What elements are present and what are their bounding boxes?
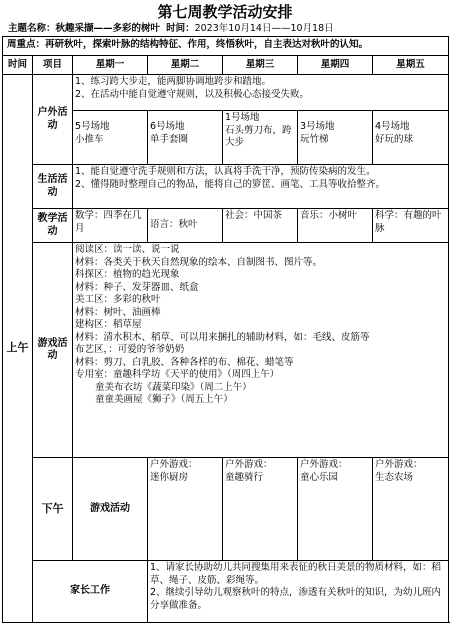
teaching-fri: 科学：有趣的叶脉: [373, 209, 449, 243]
afternoon-mon: 户外游戏： 迷你厨房: [148, 458, 223, 561]
games-line-12: 童美布衣坊《蔬菜印染》（周二上午）: [95, 381, 252, 393]
life-line-1: 1、能自觉遵守洗手规则和方法，认真将手洗干净，预防传染病的发生。: [75, 166, 376, 177]
outdoor-wed: 1号场地 石头剪刀布，跨大步: [223, 111, 298, 165]
header-thu: 星期四: [298, 56, 373, 75]
parents-label: 家长工作: [33, 561, 148, 623]
parents-line-2: 2、继续引导幼儿观察秋叶的特点，渗透有关秋叶的知识，为幼儿班内分享做准备。: [150, 587, 442, 611]
header-mon: 星期一: [73, 56, 148, 75]
schedule-table: [2, 36, 449, 623]
afternoon-games-label: 游戏活动: [73, 458, 148, 561]
theme-line: [0, 22, 450, 36]
outdoor-mon: 5号场地 小推车: [73, 111, 148, 165]
page-title: 第七周教学活动安排: [157, 3, 293, 21]
games-line-2: 材料：各类关于秋天自然现象的绘本、自制图书、图片等。: [75, 256, 323, 268]
games-line-1: 阅读区：读一读、说一说: [75, 244, 180, 255]
teaching-thu: 音乐：小树叶: [298, 209, 373, 243]
games-line-4: 材料：种子、发芽器皿、纸盒: [75, 281, 199, 293]
teaching-wed: 社会：中国茶: [223, 209, 298, 243]
parents-line-1: 1、请家长协助幼儿共同搜集用来表征的秋日美景的物质材料，如：稻草、绳子、皮筋、彩绳等。: [150, 562, 442, 586]
week-focus: 周重点：再研秋叶，探索叶脉的结构特征、作用，终悟秋叶，自主表达对秋叶的认知。: [3, 37, 449, 56]
outdoor-goal-1: 1、练习跨大步走，能两脚协调地跨步和踏地。: [75, 76, 272, 87]
teaching-tue: 语言：秋叶: [148, 209, 223, 243]
games-label: 游戏活动: [33, 243, 73, 458]
teaching-mon: 数学：四季在几月: [73, 209, 148, 243]
header-time: 时间: [3, 56, 33, 75]
afternoon-tue: 户外游戏： 童趣骑行: [223, 458, 298, 561]
games-line-10: 材料：剪刀、白乳胶、各种各样的布、棉花、蜡笔等: [75, 356, 294, 368]
outdoor-tue: 6号场地 单手套圈: [148, 111, 223, 165]
header-row: [3, 56, 449, 75]
time-label: 时间：: [166, 23, 195, 34]
games-line-3: 科探区：植物的趋光现象: [75, 269, 180, 280]
teaching-label: 教学活动: [33, 209, 73, 243]
games-line-11: 专用室：童趣科学坊《天平的使用》（周四上午）: [75, 369, 280, 380]
life-line-2: 2、懂得随时整理自己的物品，能将自己的箩筐、画笔、工具等收拾整齐。: [75, 178, 386, 190]
outdoor-fri: 4号场地 好玩的球: [373, 111, 449, 165]
outdoor-thu: 3号场地 玩竹梯: [298, 111, 373, 165]
afternoon-thu: 户外游戏： 生态农场: [373, 458, 449, 561]
outdoor-goal-2: 2、在活动中能自觉遵守规则，以及积极心态接受失败。: [75, 88, 310, 100]
games-line-5: 美工区：多彩的秋叶: [75, 294, 161, 305]
morning-label: 上午: [3, 75, 33, 623]
games-line-13: 童童美画屋《狮子》（周五上午）: [95, 394, 233, 405]
theme-label: 主题名称：: [8, 23, 56, 34]
games-line-7: 建构区：稻草屋: [75, 319, 142, 330]
outdoor-goals: [73, 75, 449, 111]
header-item: 项目: [33, 56, 73, 75]
time-value: 2023年10月14日——10月18日: [194, 23, 334, 34]
life-content: [73, 165, 449, 209]
games-line-6: 材料：树叶、油画棒: [75, 306, 161, 318]
games-content: [73, 243, 449, 458]
parents-content: [148, 561, 449, 623]
games-line-8: 材料：清水积木、稻草、可以用来捆扎的辅助材料，如：毛线、皮筋等: [75, 331, 370, 343]
header-tue: 星期二: [148, 56, 223, 75]
header-wed: 星期三: [223, 56, 298, 75]
afternoon-wed: 户外游戏： 童心乐园: [298, 458, 373, 561]
outdoor-label: 户外活动: [33, 75, 73, 165]
games-line-9: 布艺区，：可爱的爷爷奶奶: [75, 344, 185, 355]
header-fri: 星期五: [373, 56, 449, 75]
afternoon-label: 下午: [33, 458, 73, 561]
theme-value: 秋趣采撷——多彩的树叶: [55, 23, 161, 34]
life-label: 生活活动: [33, 165, 73, 209]
